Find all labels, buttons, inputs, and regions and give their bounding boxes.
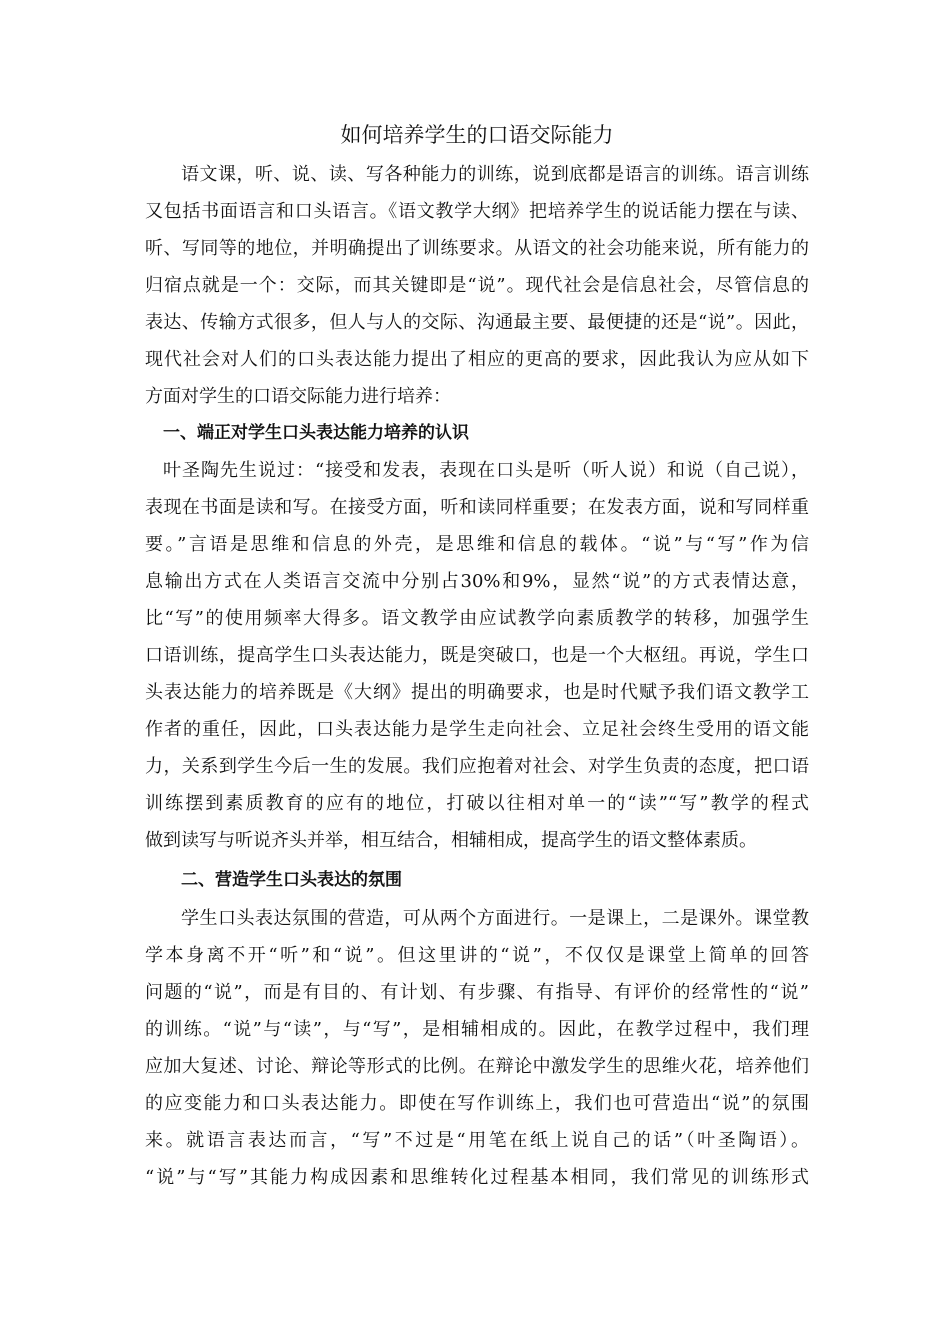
paragraph-line: 的应变能力和口头表达能力。即使在写作训练上，我们也可营造出“说”的氛围 (145, 1093, 809, 1114)
paragraph-line: 表现在书面是读和写。在接受方面，听和读同样重要；在发表方面，说和写同样重 (145, 497, 809, 518)
section-heading: 二、营造学生口头表达的氛围 (181, 870, 402, 890)
paragraph-line: “说”与“写”其能力构成因素和思维转化过程基本相同，我们常见的训练形式 (145, 1167, 809, 1188)
paragraph-line: 听、写同等的地位，并明确提出了训练要求。从语文的社会功能来说，所有能力的 (145, 238, 809, 259)
paragraph-line: 的训练。“说”与“读”，与“写”，是相辅相成的。因此，在教学过程中，我们理 (145, 1019, 809, 1040)
paragraph-line: 归宿点就是一个：交际，而其关键即是“说”。现代社会是信息社会，尽管信息的 (145, 275, 809, 296)
paragraph-line: 作者的重任，因此，口头表达能力是学生走向社会、立足社会终生受用的语文能 (145, 719, 809, 740)
paragraph-line: 息输出方式在人类语言交流中分别占30%和9%，显然“说”的方式表情达意， (145, 571, 809, 592)
section-heading: 一、端正对学生口头表达能力培养的认识 (163, 423, 469, 443)
paragraph-line: 学本身离不开“听”和“说”。但这里讲的“说”，不仅仅是课堂上简单的回答 (145, 945, 809, 966)
paragraph-line: 表达、传输方式很多，但人与人的交际、沟通最主要、最便捷的还是“说”。因此， (145, 312, 809, 333)
paragraph-line: 力，关系到学生今后一生的发展。我们应抱着对社会、对学生负责的态度，把口语 (145, 756, 809, 777)
paragraph-line: 要。”言语是思维和信息的外壳，是思维和信息的载体。“说”与“写”作为信 (145, 534, 809, 555)
paragraph-line: 现代社会对人们的口头表达能力提出了相应的更高的要求，因此我认为应从如下 (145, 349, 809, 370)
paragraph-line: 应加大复述、讨论、辩论等形式的比例。在辩论中激发学生的思维火花，培养他们 (145, 1056, 809, 1077)
paragraph-line: 比“写”的使用频率大得多。语文教学由应试教学向素质教学的转移，加强学生 (145, 608, 809, 629)
paragraph-line: 学生口头表达氛围的营造，可从两个方面进行。一是课上，二是课外。课堂教 (181, 908, 809, 929)
paragraph-line: 做到读写与听说齐头并举，相互结合，相辅相成，提高学生的语文整体素质。 (145, 830, 757, 851)
paragraph-line: 方面对学生的口语交际能力进行培养： (145, 386, 451, 407)
paragraph-line: 训练摆到素质教育的应有的地位，打破以往相对单一的“读”“写”教学的程式 (145, 793, 809, 814)
paragraph-line: 又包括书面语言和口头语言。《语文教学大纲》把培养学生的说话能力摆在与读、 (145, 201, 809, 222)
paragraph-line: 叶圣陶先生说过：“接受和发表，表现在口头是听（听人说）和说（自己说）， (163, 460, 809, 481)
paragraph-line: 语文课，听、说、读、写各种能力的训练，说到底都是语言的训练。语言训练 (181, 164, 809, 185)
paragraph-line: 头表达能力的培养既是《大纲》提出的明确要求，也是时代赋予我们语文教学工 (145, 682, 809, 703)
paragraph-line: 来。就语言表达而言，“写”不过是“用笔在纸上说自己的话”（叶圣陶语）。 (145, 1130, 809, 1151)
paragraph-line: 问题的“说”，而是有目的、有计划、有步骤、有指导、有评价的经常性的“说” (145, 982, 809, 1003)
document-title: 如何培养学生的口语交际能力 (340, 123, 614, 147)
paragraph-line: 口语训练，提高学生口头表达能力，既是突破口，也是一个大枢纽。再说，学生口 (145, 645, 809, 666)
